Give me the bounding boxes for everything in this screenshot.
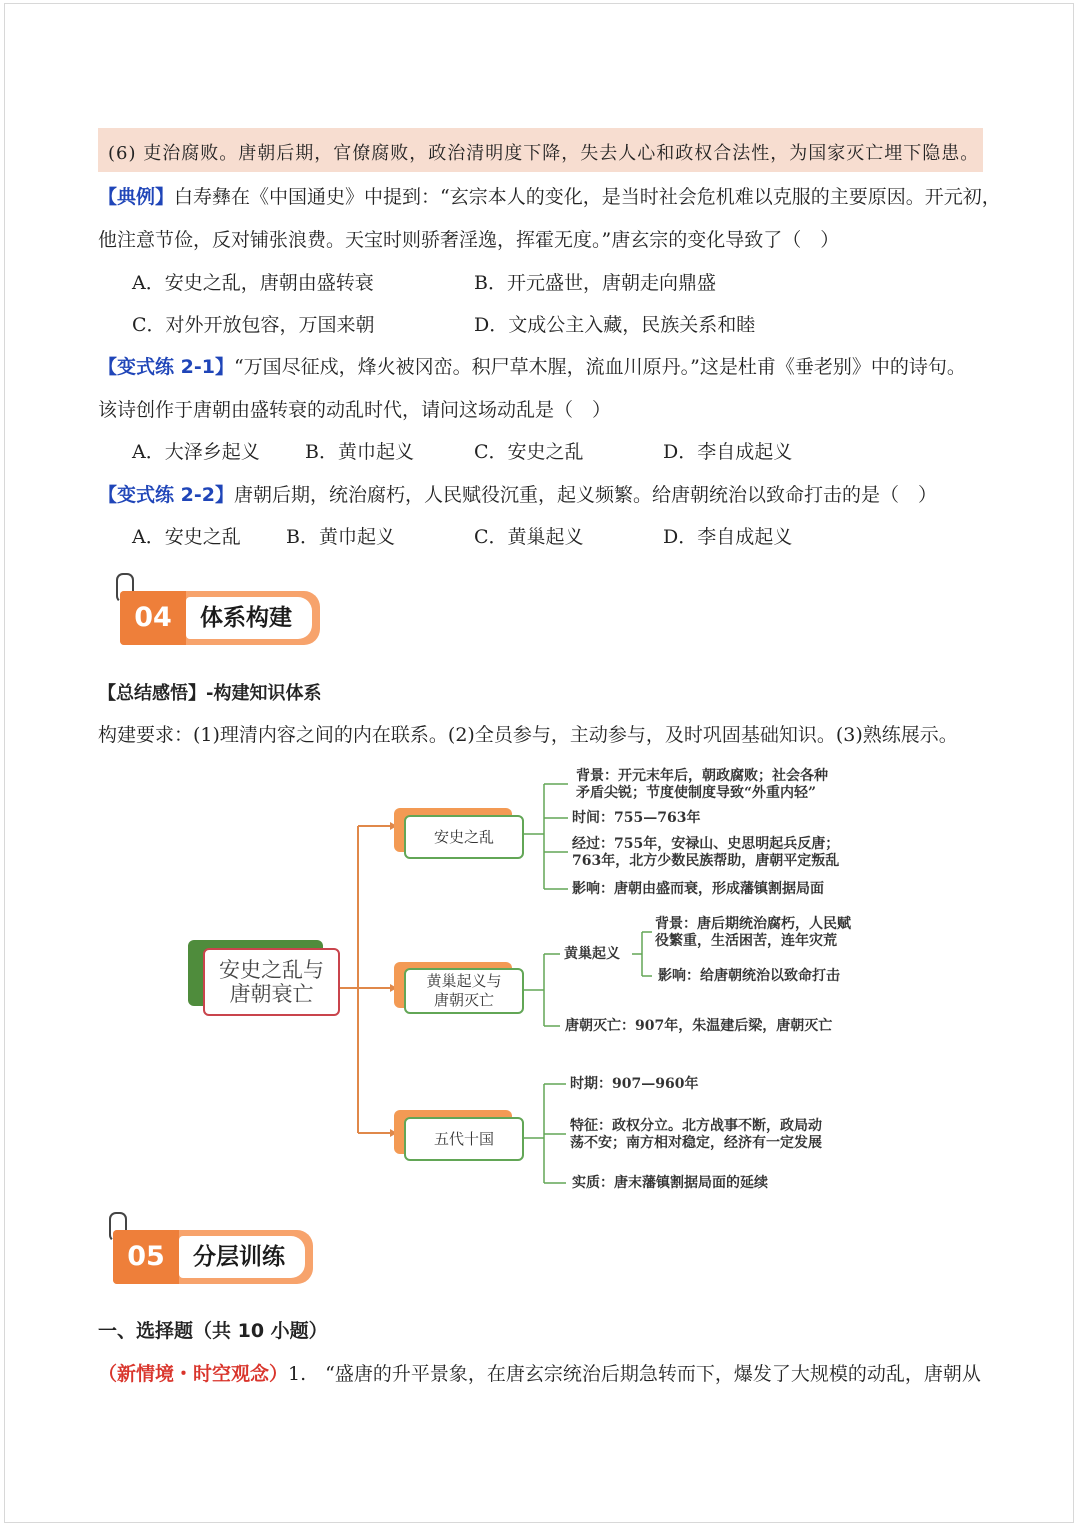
question-1-text: 1. “盛唐的升平景象，在唐玄宗统治后期急转而下，爆发了大规模的动乱，唐朝从 — [288, 1363, 981, 1385]
leaf-huangchao-uprising: 黄巢起义 — [564, 946, 620, 962]
variant1-text-2: 该诗创作于唐朝由盛转衰的动乱时代，请问这场动乱是（ ） — [98, 399, 612, 421]
variant1-option-c[interactable]: C．安史之乱 — [474, 441, 584, 463]
variant1-tag: 【变式练 2-1】 — [98, 356, 234, 378]
leaf-five-dynasties-essence: 实质：唐末藩镇割据局面的延续 — [572, 1175, 768, 1191]
leaf-huangchao-impact: 影响：给唐朝统治以致命打击 — [658, 968, 840, 984]
part1-title: 一、选择题（共 10 小题） — [98, 1320, 328, 1342]
mindmap-root[interactable]: 安史之乱与 唐朝衰亡 — [203, 948, 340, 1016]
leaf-tang-fall: 唐朝灭亡：907年，朱温建后梁，唐朝灭亡 — [565, 1018, 833, 1034]
variant2-tag: 【变式练 2-2】 — [98, 484, 234, 506]
mindmap-node-huangchao-fall[interactable]: 黄巢起义与 唐朝灭亡 — [404, 968, 524, 1014]
section-title: 分层训练 — [179, 1236, 305, 1278]
example-option-b[interactable]: B．开元盛世，唐朝走向鼎盛 — [474, 272, 716, 294]
example-tag: 【典例】 — [98, 186, 175, 208]
variant2-text-1: 唐朝后期，统治腐朽，人民赋役沉重，起义频繁。给唐朝统治以致命打击的是（ ） — [233, 484, 937, 506]
section-number: 04 — [120, 591, 186, 645]
example-option-a[interactable]: A．安史之乱，唐朝由盛转衰 — [132, 272, 374, 294]
leaf-five-dynasties-feature: 特征：政权分立。北方战事不断，政局动 荡不安；南方相对稳定，经济有一定发展 — [570, 1118, 822, 1151]
mindmap-node-five-dynasties[interactable]: 五代十国 — [404, 1117, 524, 1161]
example-option-c[interactable]: C．对外开放包容，万国来朝 — [132, 314, 375, 336]
summary-requirement: 构建要求：(1)理清内容之间的内在联系。(2)全员参与，主动参与，及时巩固基础知识。(3)熟练展示。 — [98, 724, 958, 746]
question-1-line — [98, 1359, 981, 1386]
question-1-tag: （新情境・时空观念） — [98, 1363, 289, 1385]
variant1-option-b[interactable]: B．黄巾起义 — [305, 441, 414, 463]
mindmap-node-anshi-rebellion[interactable]: 安史之乱 — [404, 815, 524, 859]
example-text-2: 他注意节俭，反对铺张浪费。天宝时则骄奢淫逸，挥霍无度。”唐玄宗的变化导致了（ ） — [98, 229, 840, 251]
section-title: 体系构建 — [186, 597, 312, 639]
summary-title: 【总结感悟】-构建知识体系 — [98, 683, 322, 704]
leaf-five-dynasties-period: 时期：907—960年 — [570, 1076, 699, 1092]
variant1-option-a[interactable]: A．大泽乡起义 — [132, 441, 260, 463]
example-option-d[interactable]: D．文成公主入藏，民族关系和睦 — [474, 314, 756, 336]
section-05-badge — [113, 1230, 313, 1284]
variant1-text-1: “万国尽征戍，烽火被冈峦。积尸草木腥，流血川原丹。”这是杜甫《垂老别》中的诗句。 — [233, 356, 966, 378]
leaf-anshi-time: 时间：755—763年 — [572, 810, 701, 826]
section-number: 05 — [113, 1230, 179, 1284]
variant2-option-a[interactable]: A．安史之乱 — [132, 526, 241, 548]
leaf-huangchao-background: 背景：唐后期统治腐朽，人民赋 役繁重，生活困苦，连年灾荒 — [655, 916, 851, 949]
highlight-text: (6) 吏治腐败。唐朝后期，官僚腐败，政治清明度下降，失去人心和政权合法性，为国家灭亡埋下隐患。 — [108, 143, 980, 164]
variant1-option-d[interactable]: D．李自成起义 — [663, 441, 793, 463]
leaf-anshi-impact: 影响：唐朝由盛而衰，形成藩镇割据局面 — [572, 881, 824, 897]
variant2-option-c[interactable]: C．黄巢起义 — [474, 526, 584, 548]
example-text-1: 白寿彝在《中国通史》中提到：“玄宗本人的变化，是当时社会危机难以克服的主要原因。开元初， — [174, 186, 1001, 208]
leaf-anshi-process: 经过：755年，安禄山、史思明起兵反唐； 763年，北方少数民族帮助，唐朝平定叛乱 — [572, 836, 840, 869]
leaf-anshi-background: 背景：开元末年后，朝政腐败；社会各种 矛盾尖锐；节度使制度导致“外重内轻” — [576, 768, 828, 801]
variant2-option-b[interactable]: B．黄巾起义 — [286, 526, 395, 548]
variant2-option-d[interactable]: D．李自成起义 — [663, 526, 793, 548]
